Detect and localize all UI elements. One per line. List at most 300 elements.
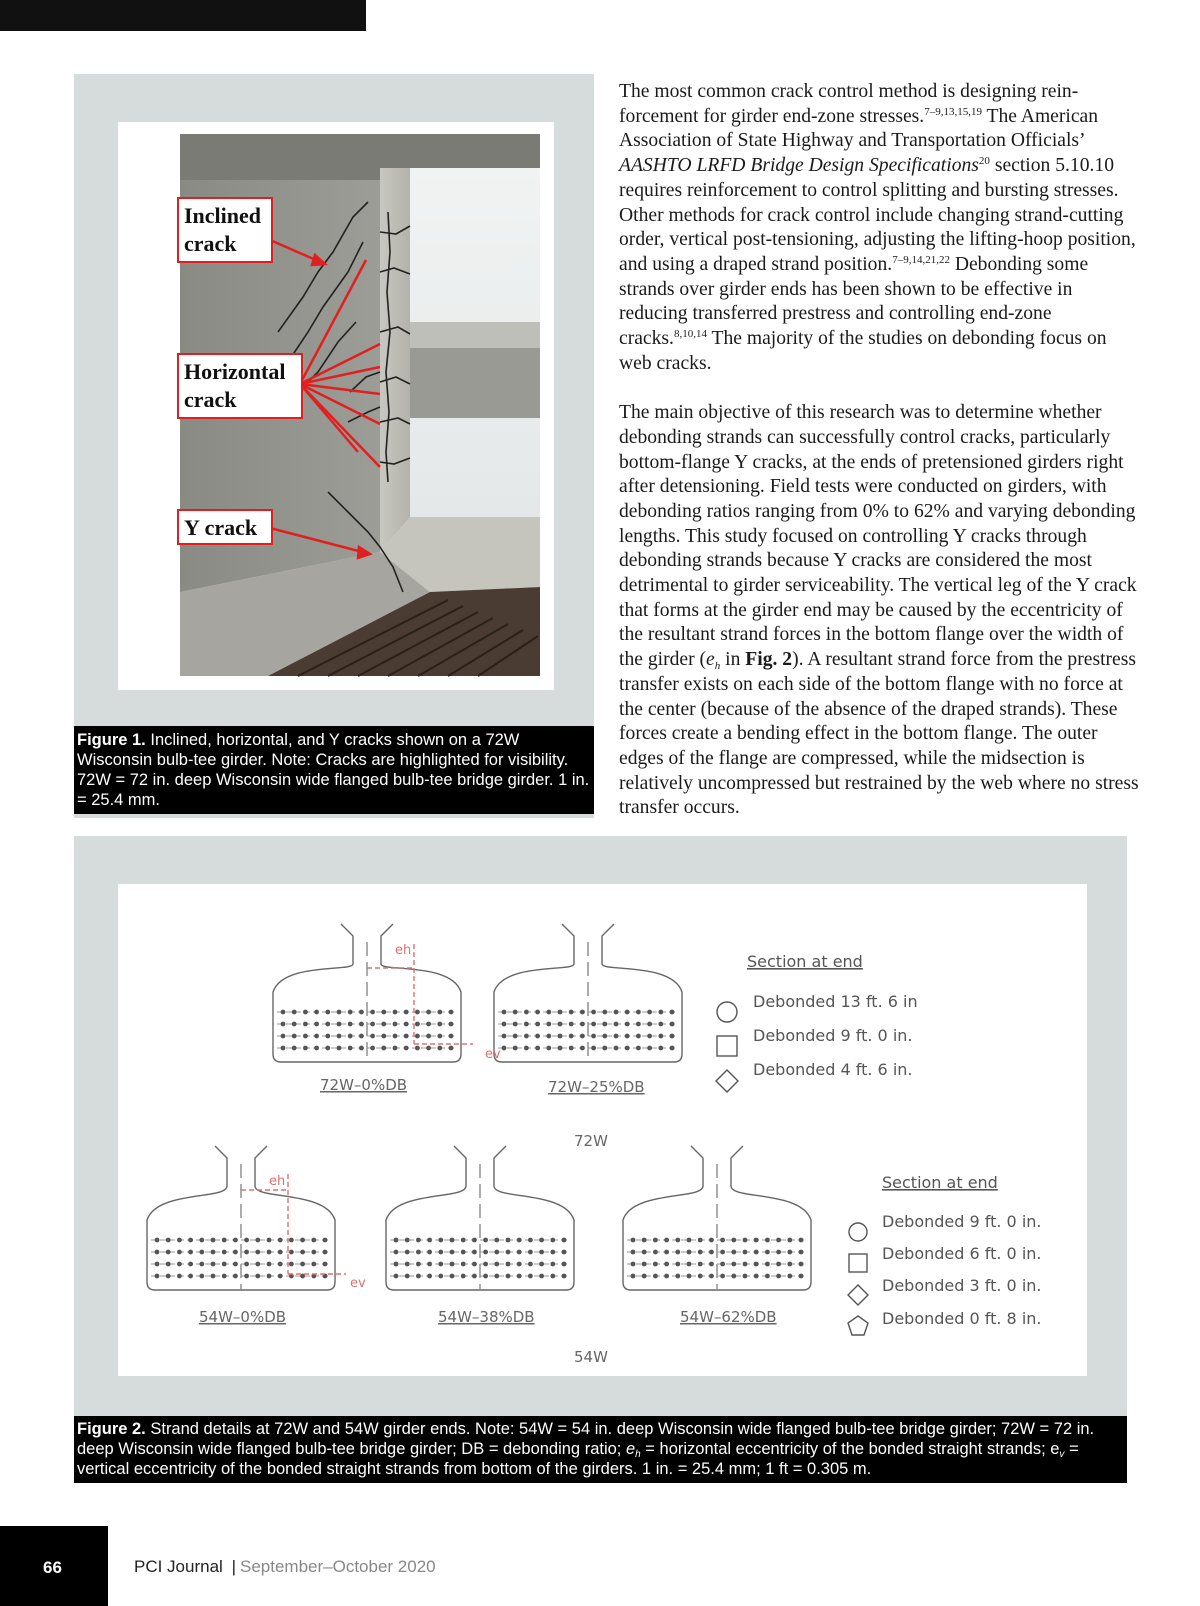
section-54w-38db-strand: [550, 1238, 555, 1243]
section-72w-25db-strand: [636, 1010, 641, 1015]
section-72w-0db-strand: [337, 1010, 342, 1015]
section-72w-0db-strand: [381, 1010, 386, 1015]
section-54w-38db-strand: [427, 1250, 432, 1255]
section-72w-25db-strand: [580, 1034, 585, 1039]
section-54w-62db-strand: [720, 1250, 725, 1255]
section-54w-62db-strand: [743, 1250, 748, 1255]
section-54w-38db-strand: [450, 1250, 455, 1255]
section-54w-0db-strand: [177, 1262, 182, 1267]
ev-annotation: ev: [485, 1047, 501, 1062]
section-54w-0db-strand: [222, 1238, 227, 1243]
section-54w-38db-strand: [562, 1262, 567, 1267]
section-54w-0db-strand: [255, 1262, 260, 1267]
section-72w-0db-strand: [314, 1022, 319, 1027]
body-text: [619, 80, 1139, 846]
section-54w-62db-strand: [776, 1274, 781, 1279]
girder-label: 54W–0%DB: [199, 1308, 287, 1326]
legend-diamond-icon: [716, 1070, 738, 1092]
legend-entry: Debonded 9 ft. 0 in.: [753, 1026, 913, 1045]
legend-diamond-icon: [848, 1285, 868, 1305]
section-72w-0db-strand: [437, 1034, 442, 1039]
section-54w-62db-strand: [698, 1250, 703, 1255]
section-54w-62db-strand: [776, 1250, 781, 1255]
strand-details-drawing: [118, 884, 1087, 1376]
section-72w-25db-strand: [636, 1034, 641, 1039]
section-54w-62db-strand: [731, 1238, 736, 1243]
section-54w-38db-strand: [506, 1238, 511, 1243]
section-54w-0db-strand: [255, 1274, 260, 1279]
section-72w-0db-strand: [393, 1022, 398, 1027]
figure-2-caption: [74, 1416, 1127, 1483]
section-72w-0db-strand: [393, 1046, 398, 1051]
section-54w-38db-strand: [506, 1262, 511, 1267]
section-54w-62db-strand: [787, 1274, 792, 1279]
section-72w-0db-strand: [393, 1010, 398, 1015]
section-54w-62db-strand: [675, 1250, 680, 1255]
section-54w-0db-strand: [155, 1238, 160, 1243]
section-54w-0db-strand: [155, 1274, 160, 1279]
section-72w-0db-strand: [303, 1046, 308, 1051]
section-54w-0db-strand: [233, 1262, 238, 1267]
section-72w-0db-strand: [370, 1010, 375, 1015]
section-72w-25db-strand: [625, 1022, 630, 1027]
eh-symbol: e: [625, 1440, 636, 1458]
section-72w-0db-strand: [404, 1010, 409, 1015]
section-72w-25db-strand: [524, 1046, 529, 1051]
section-72w-25db-strand: [513, 1022, 518, 1027]
ev-annotation: ev: [350, 1276, 366, 1291]
section-54w-62db-strand: [664, 1274, 669, 1279]
footer-separator: |: [231, 1557, 236, 1576]
section-54w-62db-strand: [731, 1274, 736, 1279]
section-72w-0db-strand: [370, 1022, 375, 1027]
section-72w-25db-strand: [591, 1010, 596, 1015]
caption-text-b: = horizontal eccentricity of the bonded straight strands; e: [640, 1440, 1060, 1458]
section-54w-62db-strand: [743, 1274, 748, 1279]
section-54w-0db-strand: [211, 1238, 216, 1243]
section-54w-38db-strand: [517, 1238, 522, 1243]
section-72w-0db-strand: [437, 1010, 442, 1015]
eh-annotation: eh: [269, 1174, 286, 1189]
section-72w-0db-strand: [292, 1010, 297, 1015]
figure-1-caption-title: Figure 1.: [77, 731, 146, 749]
section-54w-38db-strand: [461, 1262, 466, 1267]
section-54w-62db-strand: [631, 1262, 636, 1267]
section-72w-25db-strand: [569, 1034, 574, 1039]
section-72w-25db-strand: [591, 1022, 596, 1027]
section-72w-25db-strand: [670, 1034, 675, 1039]
citation: 7–9,14,21,22: [892, 253, 950, 266]
section-72w-0db-strand: [303, 1034, 308, 1039]
journal-name: PCI Journal: [134, 1557, 223, 1576]
section-72w-25db-strand: [614, 1046, 619, 1051]
section-54w-62db-strand: [642, 1274, 647, 1279]
section-54w-38db-strand: [472, 1262, 477, 1267]
section-72w-0db-strand: [292, 1022, 297, 1027]
figure-1-panel: [74, 74, 594, 818]
section-54w-38db-strand: [416, 1250, 421, 1255]
section-54w-38db-strand: [528, 1274, 533, 1279]
group-label-72w: 72W: [574, 1132, 608, 1150]
section-54w-38db-strand: [461, 1238, 466, 1243]
legend-pentagon-icon: [848, 1316, 868, 1335]
section-54w-0db-strand: [255, 1238, 260, 1243]
section-72w-25db-strand: [602, 1022, 607, 1027]
section-72w-0db-strand: [281, 1046, 286, 1051]
section-72w-25db-strand: [569, 1010, 574, 1015]
section-54w-38db-strand: [405, 1250, 410, 1255]
section-72w-0db-strand: [359, 1010, 364, 1015]
section-54w-0db-strand: [188, 1238, 193, 1243]
section-54w-0db-strand: [211, 1274, 216, 1279]
section-72w-0db-strand: [415, 1034, 420, 1039]
section-54w-38db-strand: [483, 1250, 488, 1255]
paragraph-1: [619, 80, 1139, 376]
section-54w-0db-strand: [188, 1250, 193, 1255]
section-72w-0db-strand: [292, 1046, 297, 1051]
section-54w-0db-strand: [155, 1262, 160, 1267]
section-72w-0db-strand: [325, 1010, 330, 1015]
section-72w-0db-strand: [348, 1010, 353, 1015]
section-72w-0db-strand: [337, 1034, 342, 1039]
citation: 7–9,13,15,19: [924, 105, 982, 118]
section-72w-25db-strand: [625, 1034, 630, 1039]
section-72w-25db-strand: [625, 1046, 630, 1051]
section-72w-25db-strand: [535, 1022, 540, 1027]
section-72w-25db-strand: [546, 1034, 551, 1039]
section-72w-25db-strand: [670, 1046, 675, 1051]
citation: 8,10,14: [673, 328, 707, 341]
section-54w-0db-strand: [267, 1238, 272, 1243]
section-54w-0db-strand: [233, 1274, 238, 1279]
figure-2-caption-title: Figure 2.: [77, 1420, 146, 1438]
section-54w-38db-strand: [450, 1274, 455, 1279]
section-72w-0db-strand: [404, 1034, 409, 1039]
label-inclined-crack: Inclined crack: [184, 203, 262, 256]
section-72w-25db-strand: [513, 1010, 518, 1015]
caption-text-a: Strand details at 72W and 54W girder ends. Note: 54W = 54 in. deep Wisconsin wide flanged bulb-tee bridge girder; 72W = 72 in. deep Wisconsin wide flanged bulb-tee bridge girder; DB = debonding ratio;: [77, 1420, 1095, 1458]
section-54w-0db-strand: [323, 1250, 328, 1255]
section-72w-0db-strand: [348, 1022, 353, 1027]
section-54w-62db-strand: [653, 1238, 658, 1243]
section-54w-0db-strand: [323, 1262, 328, 1267]
section-54w-62db-strand: [720, 1262, 725, 1267]
section-54w-38db-strand: [427, 1262, 432, 1267]
section-54w-38db-strand: [427, 1238, 432, 1243]
section-54w-0db-strand: [188, 1274, 193, 1279]
section-72w-25db-strand: [558, 1034, 563, 1039]
section-54w-62db-strand: [709, 1262, 714, 1267]
section-72w-0db-strand: [449, 1010, 454, 1015]
section-72w-0db-strand: [426, 1034, 431, 1039]
p1-text-b: The American Association of State Highway and Transportation Officials’: [619, 105, 1099, 152]
section-54w-0db-strand: [311, 1262, 316, 1267]
section-72w-0db-strand: [437, 1046, 442, 1051]
section-54w-38db-strand: [550, 1262, 555, 1267]
section-72w-0db-strand: [314, 1010, 319, 1015]
section-72w-25db-strand: [558, 1046, 563, 1051]
legend-square-icon: [717, 1036, 737, 1056]
section-54w-38db-strand: [405, 1238, 410, 1243]
section-72w-0db-strand: [449, 1034, 454, 1039]
section-72w-0db-strand: [348, 1046, 353, 1051]
section-72w-25db-strand: [524, 1010, 529, 1015]
section-72w-25db-strand: [614, 1034, 619, 1039]
section-54w-0db-strand: [222, 1274, 227, 1279]
section-72w-0db-strand: [314, 1034, 319, 1039]
p1-title-italic: AASHTO LRFD Bridge Design Specifications: [619, 155, 979, 177]
section-54w-0db-strand: [166, 1262, 171, 1267]
section-72w-25db-strand: [636, 1022, 641, 1027]
section-54w-0db-strand: [323, 1238, 328, 1243]
section-72w-25db-strand: [647, 1010, 652, 1015]
p1-text-a: The most common crack control method is designing reinforcement for girder end-zone stresses.: [619, 81, 1079, 127]
section-54w-38db-strand: [472, 1250, 477, 1255]
section-72w-25db-strand: [602, 1034, 607, 1039]
legend-square-icon: [849, 1254, 867, 1272]
section-54w-62db-strand: [664, 1262, 669, 1267]
section-72w-0db-strand: [393, 1034, 398, 1039]
section-54w-62db-strand: [653, 1274, 658, 1279]
section-54w-38db-strand: [416, 1238, 421, 1243]
section-72w-0db-strand: [415, 1022, 420, 1027]
label-horizontal-crack: Horizontal crack: [184, 359, 286, 412]
section-72w-25db-strand: [524, 1022, 529, 1027]
section-72w-0db-strand: [426, 1022, 431, 1027]
legend-entry: Debonded 6 ft. 0 in.: [882, 1244, 1042, 1263]
girder-label: 54W–62%DB: [680, 1308, 777, 1326]
section-54w-62db-strand: [664, 1238, 669, 1243]
section-54w-0db-strand: [267, 1274, 272, 1279]
section-54w-0db-strand: [199, 1262, 204, 1267]
section-54w-62db-strand: [754, 1250, 759, 1255]
section-54w-62db-strand: [799, 1238, 804, 1243]
section-54w-38db-strand: [506, 1274, 511, 1279]
section-54w-62db-strand: [709, 1238, 714, 1243]
header-bar: [0, 0, 366, 31]
section-54w-62db-strand: [743, 1238, 748, 1243]
section-54w-0db-strand: [166, 1250, 171, 1255]
section-54w-62db-strand: [731, 1262, 736, 1267]
section-72w-0db-strand: [348, 1034, 353, 1039]
section-54w-38db-strand: [405, 1274, 410, 1279]
section-54w-62db-strand: [631, 1238, 636, 1243]
section-54w-38db-strand: [539, 1274, 544, 1279]
section-72w-25db-strand: [670, 1022, 675, 1027]
section-54w-38db-strand: [416, 1274, 421, 1279]
section-54w-0db-strand: [177, 1238, 182, 1243]
paragraph-2: [619, 401, 1139, 821]
section-54w-38db-strand: [438, 1274, 443, 1279]
section-54w-38db-strand: [461, 1274, 466, 1279]
section-54w-0db-strand: [244, 1262, 249, 1267]
section-72w-25db-strand: [546, 1010, 551, 1015]
section-54w-62db-strand: [687, 1250, 692, 1255]
section-54w-38db-strand: [438, 1262, 443, 1267]
section-54w-38db-strand: [394, 1250, 399, 1255]
section-54w-0db-strand: [222, 1262, 227, 1267]
figure-2-reference[interactable]: Fig. 2: [745, 649, 793, 671]
section-54w-62db-strand: [787, 1238, 792, 1243]
legend-circle-icon: [849, 1223, 867, 1241]
section-54w-62db-strand: [675, 1262, 680, 1267]
section-72w-0db-strand: [314, 1046, 319, 1051]
section-72w-0db-strand: [415, 1046, 420, 1051]
section-54w-38db-strand: [528, 1250, 533, 1255]
p1-text-c: section 5.10.10 requires reinforcement to control splitting and bursting stresses. Other methods for crack control include changing strand-cutting order, vertical post-tensioning, adjusting the lifting-hoop position, and using a draped strand position.: [619, 155, 1136, 275]
caption-text-c: = vertical eccentricity of the bonded straight strands from bottom of the girders. 1 in. = 25.4 mm; 1 ft = 0.305 m.: [77, 1440, 1079, 1478]
eh-symbol: e: [706, 649, 715, 671]
section-72w-25db-strand: [569, 1046, 574, 1051]
section-54w-38db-strand: [562, 1274, 567, 1279]
section-72w-25db-strand: [614, 1010, 619, 1015]
section-72w-25db-strand: [502, 1022, 507, 1027]
section-54w-0db-strand: [278, 1262, 283, 1267]
section-54w-0db-strand: [278, 1274, 283, 1279]
section-54w-0db-strand: [222, 1250, 227, 1255]
section-54w-38db-strand: [427, 1274, 432, 1279]
section-54w-0db-strand: [300, 1250, 305, 1255]
section-54w-62db-strand: [653, 1250, 658, 1255]
section-54w-0db-strand: [278, 1238, 283, 1243]
citation: 20: [978, 155, 990, 168]
section-54w-0db-strand: [244, 1274, 249, 1279]
section-54w-0db-strand: [311, 1250, 316, 1255]
section-54w-38db-strand: [394, 1238, 399, 1243]
issue-date: September–October 2020: [239, 1557, 436, 1576]
legend-entry: Debonded 9 ft. 0 in.: [882, 1212, 1042, 1231]
section-54w-0db-strand: [267, 1250, 272, 1255]
section-72w-0db-strand: [337, 1022, 342, 1027]
section-54w-38db-strand: [528, 1238, 533, 1243]
section-54w-38db-strand: [438, 1250, 443, 1255]
section-72w-25db-strand: [636, 1046, 641, 1051]
section-54w-0db-strand: [244, 1250, 249, 1255]
section-72w-25db-strand: [591, 1034, 596, 1039]
section-54w-62db-strand: [765, 1238, 770, 1243]
section-72w-25db-strand: [524, 1034, 529, 1039]
section-54w-38db-strand: [483, 1274, 488, 1279]
section-54w-0db-strand: [289, 1238, 294, 1243]
section-72w-25db-strand: [546, 1022, 551, 1027]
section-54w-38db-strand: [472, 1274, 477, 1279]
section-72w-25db-strand: [647, 1022, 652, 1027]
section-54w-38db-strand: [539, 1250, 544, 1255]
section-72w-25db-strand: [580, 1010, 585, 1015]
section-54w-62db-strand: [698, 1274, 703, 1279]
section-72w-25db-strand: [580, 1046, 585, 1051]
section-72w-0db-strand: [292, 1034, 297, 1039]
legend-entry: Debonded 4 ft. 6 in.: [753, 1060, 913, 1079]
section-72w-25db-strand: [647, 1034, 652, 1039]
section-54w-62db-strand: [754, 1238, 759, 1243]
figure-2-panel: [74, 836, 1127, 1416]
section-54w-62db-strand: [642, 1238, 647, 1243]
section-72w-25db-strand: [580, 1022, 585, 1027]
section-54w-38db-strand: [472, 1238, 477, 1243]
section-54w-38db-strand: [550, 1274, 555, 1279]
section-54w-62db-strand: [743, 1262, 748, 1267]
eh-annotation: eh: [395, 943, 412, 958]
p1-text-e: The majority of the studies on debonding focus on web cracks.: [619, 328, 1107, 374]
section-54w-62db-strand: [709, 1250, 714, 1255]
section-54w-38db-strand: [405, 1262, 410, 1267]
section-72w-25db-strand: [658, 1010, 663, 1015]
section-54w-62db-strand: [698, 1262, 703, 1267]
section-72w-0db-strand: [426, 1010, 431, 1015]
section-54w-62db-strand: [631, 1274, 636, 1279]
section-54w-62db-strand: [720, 1238, 725, 1243]
section-72w-25db-strand: [614, 1022, 619, 1027]
section-72w-0db-strand: [449, 1046, 454, 1051]
girder-label: 54W–38%DB: [438, 1308, 535, 1326]
section-72w-25db-strand: [658, 1034, 663, 1039]
section-54w-62db-strand: [642, 1250, 647, 1255]
section-72w-25db-strand: [546, 1046, 551, 1051]
section-72w-0db-strand: [404, 1022, 409, 1027]
section-54w-38db-strand: [528, 1262, 533, 1267]
section-54w-62db-strand: [642, 1262, 647, 1267]
section-54w-0db-strand: [300, 1238, 305, 1243]
label-y-crack: Y crack: [184, 515, 258, 540]
section-72w-0db-strand: [426, 1046, 431, 1051]
section-72w-0db-strand: [337, 1046, 342, 1051]
section-72w-0db-strand: [303, 1022, 308, 1027]
legend-title: Section at end: [882, 1173, 998, 1192]
section-72w-25db-strand: [670, 1010, 675, 1015]
section-54w-0db-strand: [166, 1238, 171, 1243]
section-72w-0db-strand: [281, 1034, 286, 1039]
section-54w-0db-strand: [199, 1274, 204, 1279]
section-54w-38db-strand: [550, 1250, 555, 1255]
section-72w-0db-strand: [415, 1010, 420, 1015]
section-54w-38db-strand: [438, 1238, 443, 1243]
section-54w-62db-strand: [631, 1250, 636, 1255]
section-54w-0db-strand: [177, 1274, 182, 1279]
section-72w-0db-strand: [303, 1010, 308, 1015]
section-54w-0db-strand: [267, 1262, 272, 1267]
legend-entry: Debonded 0 ft. 8 in.: [882, 1309, 1042, 1328]
section-54w-38db-strand: [494, 1250, 499, 1255]
legend-entry: Debonded 13 ft. 6 in: [753, 992, 918, 1011]
legend-title: Section at end: [747, 952, 863, 971]
section-54w-38db-strand: [506, 1250, 511, 1255]
section-54w-0db-strand: [211, 1262, 216, 1267]
section-54w-38db-strand: [494, 1262, 499, 1267]
section-72w-25db-strand: [658, 1022, 663, 1027]
section-54w-38db-strand: [517, 1262, 522, 1267]
section-54w-38db-strand: [483, 1238, 488, 1243]
section-72w-25db-strand: [625, 1010, 630, 1015]
eh-subscript: h: [635, 1449, 641, 1460]
section-54w-62db-strand: [776, 1238, 781, 1243]
group-label-54w: 54W: [574, 1348, 608, 1366]
section-54w-0db-strand: [289, 1262, 294, 1267]
section-72w-25db-strand: [513, 1046, 518, 1051]
section-72w-0db-strand: [404, 1046, 409, 1051]
section-72w-25db-strand: [502, 1046, 507, 1051]
section-54w-62db-strand: [687, 1274, 692, 1279]
section-72w-0db-strand: [437, 1022, 442, 1027]
section-54w-62db-strand: [754, 1274, 759, 1279]
section-54w-0db-strand: [255, 1250, 260, 1255]
section-54w-0db-strand: [211, 1250, 216, 1255]
section-72w-25db-strand: [602, 1046, 607, 1051]
section-72w-25db-strand: [658, 1046, 663, 1051]
section-54w-62db-strand: [799, 1250, 804, 1255]
section-72w-0db-strand: [281, 1022, 286, 1027]
p2-text-in: in: [720, 649, 746, 671]
